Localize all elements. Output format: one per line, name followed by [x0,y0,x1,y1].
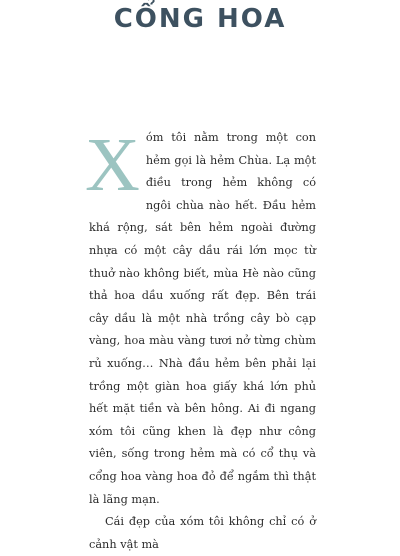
chapter-title: CỔNG HOA [113,4,287,34]
drop-cap: X [85,123,140,207]
paragraph-1 [85,123,316,511]
body-text [85,123,316,556]
paragraph-1-text: óm tôi nằm trong một con hẻm gọi là hẻm Chùa. Lạ một điều trong hẻm không có ngôi chùa nào hết. Đầu hẻm khá rộng, sát bên hẻm ngoài đường nhựa có một cây dầu rái lớn mọc từ thuở nào không biết, mùa Hè nào cũng thả hoa dầu xuống rất đẹp. Bên trái cây dầu là một nhà trồng cây bò cạp vàng, hoa màu vàng tươi nở từng chùm rủ xuống… Nhà đầu hẻm bên phải lại trồng một giàn hoa giấy khá lớn phủ hết mặt tiền và bên hông. Ai đi ngang xóm tôi cũng khen là đẹp như công viên, sống trong hẻm mà có cổ thụ và cổng hoa vàng hoa đỏ để ngắm thì thật là lãng mạn. [89,131,316,506]
paragraph-2: Cái đẹp của xóm tôi không chỉ có ở cảnh vật mà [89,515,316,551]
